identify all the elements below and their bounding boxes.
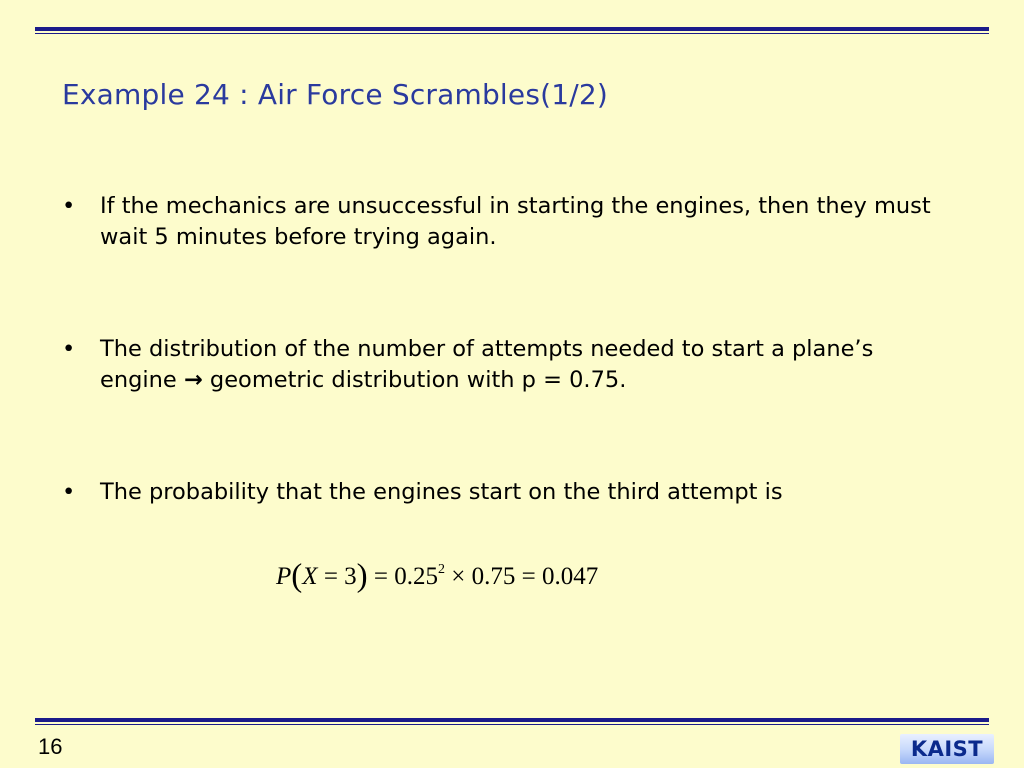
top-rule-thin [35,33,989,34]
bullet-text-3: The probability that the engines start on the third attempt is [100,479,783,505]
formula-open-paren: ( [291,558,303,594]
kaist-logo [900,734,994,764]
formula-three: 3 [344,563,357,590]
probability-formula [276,556,598,593]
formula-close-paren: ) [356,558,368,594]
formula-base: 0.25 [394,563,439,590]
formula-factor: 0.75 [471,563,516,590]
bullet-item-2 [62,334,952,396]
formula-exponent: 2 [438,561,446,577]
bullet-text-1: If the mechanics are unsuccessful in starting the engines, then they must wait 5 minutes before trying again. [100,193,931,250]
bullet-item-1 [62,191,952,253]
formula-x: X [302,563,318,590]
bottom-rule-thick [35,718,989,722]
bullet-text-2-before: The distribution of the number of attempts needed to start a plane’s engine [100,336,874,393]
page-number: 16 [38,734,63,759]
formula-p: P [276,563,292,590]
kaist-logo-text: KAIST [910,737,984,761]
formula-times: × [451,563,466,590]
slide-title: Example 24 : Air Force Scrambles(1/2) [62,78,609,111]
bullet-marker: • [62,479,76,505]
top-rule-thick [35,27,989,31]
formula-equals: = [323,563,338,590]
bullet-item-3 [62,477,952,508]
bullet-text-2 [100,334,952,396]
bullet-marker: • [62,193,76,219]
formula-result: 0.047 [542,563,599,590]
right-arrow-icon: → [183,367,203,393]
formula-equals: = [521,563,536,590]
formula-equals: = [373,563,389,590]
bullet-marker: • [62,336,76,362]
bottom-rule-thin [35,724,989,725]
bullet-text-2-after: geometric distribution with p = 0.75. [209,367,627,393]
